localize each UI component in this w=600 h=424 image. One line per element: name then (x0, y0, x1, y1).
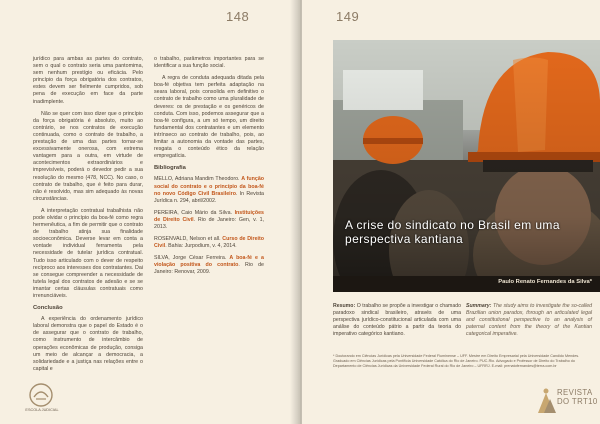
abstract-pt (333, 303, 461, 338)
bibliography-entry: PEREIRA, Caio Mário da Silva. Instituições de Direito Civil. Rio de Janeiro: Gen, v. 1, 2013. (154, 209, 264, 230)
left-page (0, 0, 298, 424)
section-heading: Conclusão (33, 305, 63, 312)
paragraph: A experiência do ordenamento jurídico laboral demonstra que o papel do Estado é o de assegurar que o contrato de trabalho, como instrumento de intercâmbio de operações econômicas de produção, consiga um meio de alcançar a democracia, a solidariedade e a justiça nas relações entre o capital e (33, 316, 143, 372)
left-column-1 (33, 56, 143, 378)
summary-label: Summary: (466, 303, 492, 309)
page-number-left: 148 (226, 9, 250, 24)
article-title: A crise do sindicato no Brasil em uma perspectiva kantiana (345, 218, 560, 246)
logo-line-2: DO TRT10 (557, 396, 598, 406)
paragraph: A interpretação contratual trabalhista não pode olvidar o princípio da boa-fé como regra hermenêutica, a fim de permitir que o contrato de trabalho atinja sua finalidade socioeconômica. Deverse levar em conta a vontade individual ferramenta pela necessidade de tutelar jurídica contratual. Tudo isso articulado com o dever de respeito recíproco aos interesses dos contratantes. Dai se consegue compreender a necessidade de tutela legal dos contratos de adesão e se se imantar certas cláusulas contratuais como irrenunciáveis. (33, 207, 143, 299)
escola-judicial-logo-icon (28, 382, 54, 408)
author-bar (333, 276, 600, 292)
revista-trt10-label (557, 389, 598, 406)
bibliography-list (154, 176, 264, 276)
abstract-en (466, 303, 592, 338)
article-author: Paulo Renato Fernandes da Silva* (498, 279, 592, 285)
bibliography-entry: SILVA, Jorge César Ferreira. A boa-fé e a violação positiva do contrato. Rio de Janeiro: Renovar, 2009. (154, 255, 264, 276)
summary-text: The study aims to investigate the so-called Brazilian union paradox, through an articulated legal and constitutional perspective to an analysis of paternal content from the theory of the Kantian categorical imperative. (466, 303, 592, 337)
author-footnote: * Doutorando em Ciências Jurídicas pela Universidade Federal Fluminense – UFF. Mestre em Direito Empresarial pela Universidade Candido Mendes. Graduado em Ciências Jurídicas pela Pontifícia Universidade Católica do Rio de Janeiro. PUC-Rio. Advogado e Professor de Direito do Trabalho do Departamento de Ciências Jurídicas da Universidade Federal Rural do Rio de Janeiro – UFRRJ. E-mail: prenatofernandes@terra.com.br (333, 354, 580, 368)
bibliography-heading: Bibliografia (154, 165, 186, 172)
paragraph: Não se quer com isso dizer que o princípio da força obrigatória é absoluto, muito ao contrário, se nos contratos de execução continuada, como o contrato de trabalho, a prestação de uma das partes tornar-se excessivamente onerosa, com extrema vantagem para a outra, em virtude de acontecimentos extraordinários e imprevisíveis, poderá o devedor pedir a sua resolução do mesmo (478, NCC). No caso, o contrato de trabalho, que é feito para durar, não é resolvido, mas sim adequado às novas circunstâncias. (33, 110, 143, 202)
bibliography-entry: MELLO, Adriana Mandim Theodoro. A função social do contrato e o princípio da boa-fé no novo Código Civil Brasileiro. In Revista Jurídica n. 294, abril/2002. (154, 176, 265, 204)
resumo-label: Resumo: (333, 303, 356, 309)
hero-photo (333, 40, 600, 292)
resumo-text: O trabalho se propõe a investigar o chamado paradoxo sindical brasileiro, através de uma perspectiva jurídico-constitucional articulada com uma análise do conteúdo pátrio a partir da teoria do imperativo categórico kantiano. (333, 303, 461, 337)
paragraph: A regra de conduta adequada ditada pela boa-fé objetiva tem perfeita adaptação na seara laboral, pois consolida em definitivo o contrato de trabalho como uma pluralidade de deveres: os de prestação e os genéricos de conduta. Com isso, podemos assegurar que a boa-fé configura, a um só tempo, um direito fundamental dos contratantes e um elemento intrínseco ao contrato de trabalho, pois, ao limitar a autonomia da vontade das partes, resgata o conteúdo ético da relação empregatícia. (154, 75, 264, 160)
workers-helmet-illustration (333, 40, 600, 292)
logo-line-1: REVISTA (557, 388, 593, 397)
paragraph: jurídico para ambas as partes do contrato, sem o qual o contrato seria uma pantomima, sem nenhum prestígio ou eficácia. Pelo princípio da força obrigatória dos contratos, estes devem ser fielmente cumpridos, sob pena de execução em face da parte inadimplente. (33, 56, 143, 105)
escola-judicial-label: ESCOLA JUDICIAL (25, 408, 59, 412)
page-number-right: 149 (336, 9, 360, 24)
bibliography-entry: ROSENVALD, Nelson et all. Curso de Direito Civil. Bahia: Jurpodium, v. 4, 2014. (154, 236, 264, 250)
paragraph: o trabalho, parâmetros importantes para se identificar a sua função social. (154, 56, 264, 70)
left-column-2 (154, 56, 264, 282)
